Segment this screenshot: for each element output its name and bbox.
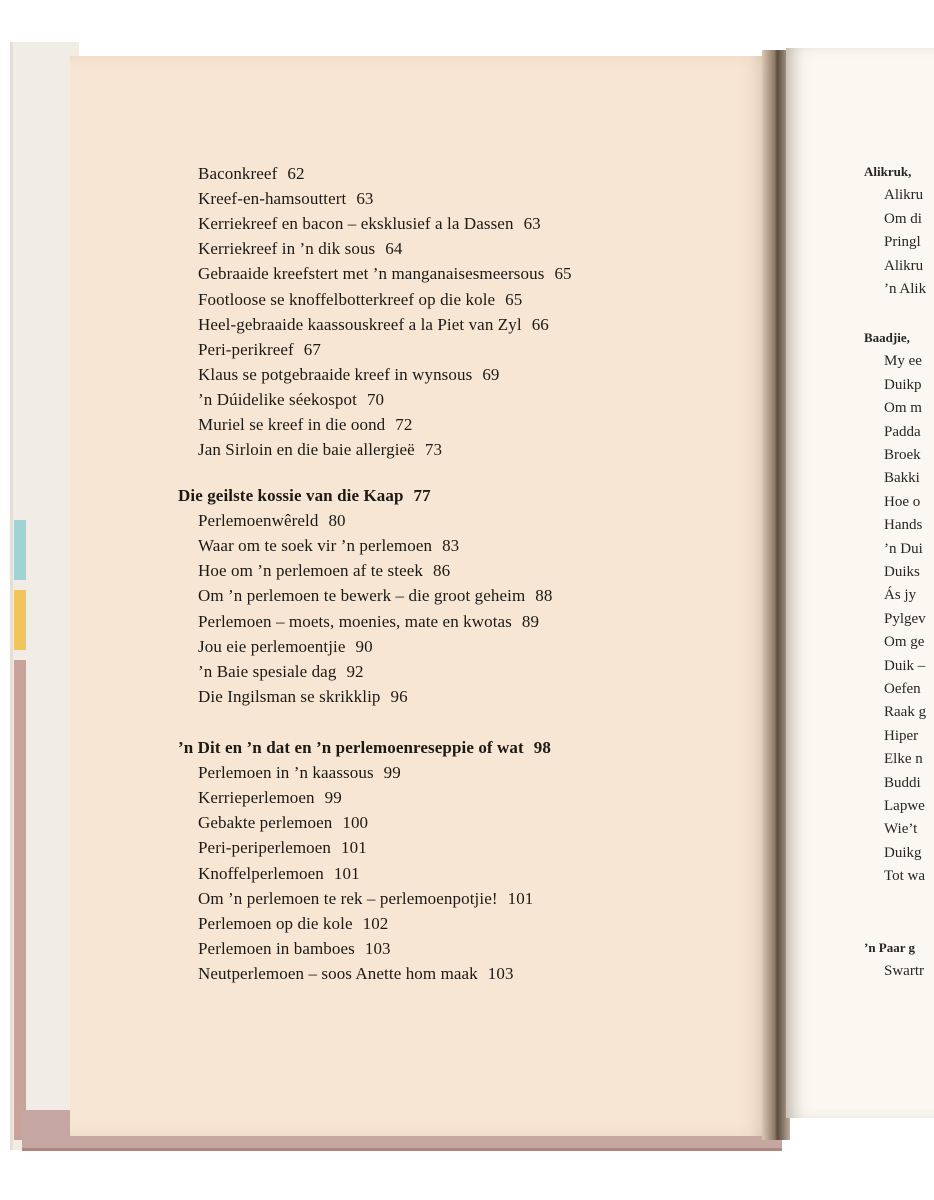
toc-entry-title: Muriel se kreef in die oond — [198, 415, 386, 434]
toc-page-number: 99 — [324, 788, 342, 808]
toc-section-heading: Baadjie, — [864, 330, 910, 345]
toc-entry-title: Heel-gebraaide kaassouskreef a la Piet van Zyl — [198, 314, 522, 334]
toc-entry — [198, 214, 541, 234]
toc-page-number: 98 — [533, 738, 551, 757]
toc-entry — [198, 662, 364, 682]
toc-entry-title: Kerrieperlemoen — [198, 788, 315, 808]
toc-page-number: 103 — [487, 963, 514, 983]
toc-page-number: 86 — [432, 561, 451, 581]
toc-entry-title: Hoe om ’n perlemoen af te steek — [198, 561, 423, 581]
cover-color-strip — [14, 660, 26, 1140]
toc-page-number: 101 — [507, 888, 534, 908]
toc-entry-title: Neutperlemoen – soos Anette hom maak — [198, 963, 478, 983]
toc-page-number: 83 — [442, 536, 460, 556]
toc-entry — [198, 612, 539, 632]
toc-entry — [198, 914, 388, 934]
toc-entry: Hands — [884, 517, 923, 534]
toc-entry: ’n Alik — [884, 281, 927, 297]
toc-page-number: 90 — [355, 636, 373, 656]
toc-entry — [198, 939, 391, 959]
toc-page-number: 66 — [531, 314, 549, 334]
toc-page-number: 69 — [482, 364, 500, 384]
toc-entry-title: Om ’n perlemoen te rek – perlemoenpotjie! — [198, 888, 498, 908]
toc-entry-title: Kerriekreef in ’n dik sous — [198, 239, 376, 259]
toc-page-number: 80 — [328, 511, 346, 531]
toc-entry — [198, 864, 360, 884]
toc-entry: Hiper — [884, 727, 919, 744]
toc-page-number: 88 — [535, 586, 553, 606]
toc-entry: Padda — [884, 423, 921, 440]
toc-entry-title: Kreef-en-hamsouttert — [198, 189, 347, 209]
toc-entry-title: Perlemoen op die kole — [198, 913, 353, 933]
toc-entry-title: ’n Dúidelike séekospot — [198, 389, 357, 409]
toc-entry — [198, 637, 373, 657]
toc-section-heading: Alikruk, — [864, 164, 912, 179]
toc-entry — [198, 964, 514, 984]
toc-entry — [198, 340, 321, 360]
toc-page-number: 64 — [385, 239, 403, 259]
toc-page-number: 65 — [505, 289, 523, 309]
toc-entry — [198, 536, 459, 556]
toc-entry: Duiks — [884, 564, 920, 580]
toc-entry: Om ge — [884, 634, 925, 651]
toc-entry-title: Jou eie perlemoentjie — [198, 636, 346, 656]
toc-entry-title: Perlemoen in ’n kaassous — [198, 763, 374, 783]
toc-entry: Broek — [884, 447, 921, 463]
toc-entry-title: Perlemoen in bamboes — [198, 938, 355, 958]
toc-entry: Oefen — [884, 681, 921, 697]
toc-entry — [198, 687, 408, 707]
toc-page-number: 67 — [303, 339, 321, 359]
cover-color-strip — [14, 520, 26, 580]
toc-section-heading: ’n Paar g — [864, 940, 916, 955]
toc-page-number: 63 — [356, 189, 374, 209]
toc-entry — [198, 415, 413, 435]
toc-entry-title: Kerriekreef en bacon – eksklusief a la Dassen — [198, 214, 514, 234]
toc-entry-title: Peri-periperlemoen — [198, 838, 332, 858]
toc-entry-title: Footloose se knoffelbotterkreef op die kole — [198, 289, 496, 309]
toc-page-number: 65 — [554, 264, 572, 284]
toc-entry — [198, 586, 553, 606]
toc-page-number: 102 — [362, 913, 389, 933]
toc-section-heading — [178, 738, 551, 758]
toc-entry: Swartr — [884, 963, 924, 980]
toc-entry-title: Waar om te soek vir ’n perlemoen — [198, 536, 433, 556]
toc-entry: Duikg — [884, 844, 922, 861]
toc-page-number: 70 — [366, 389, 385, 409]
toc-entry-title: Baconkreef — [198, 164, 278, 183]
toc-entry — [198, 440, 442, 460]
toc-entry: Ás jy — [884, 587, 917, 604]
toc-entry-title: Die geilste kossie van die Kaap — [178, 486, 404, 505]
toc-entry — [198, 763, 401, 783]
toc-entry: Om di — [884, 210, 922, 227]
left-page — [70, 56, 770, 1136]
toc-entry: Bakki — [884, 470, 920, 487]
toc-page-number: 99 — [383, 763, 401, 783]
toc-page-number: 63 — [523, 214, 541, 234]
toc-page-number: 96 — [390, 686, 408, 706]
toc-section-heading — [178, 486, 431, 506]
toc-entry-title: Knoffelperlemoen — [198, 863, 324, 883]
toc-entry — [198, 838, 367, 858]
toc-entry-title: Klaus se potgebraaide kreef in wynsous — [198, 364, 473, 384]
toc-entry-title: Gebakte perlemoen — [198, 813, 333, 833]
toc-entry — [198, 511, 346, 531]
right-page — [786, 48, 934, 1118]
toc-entry: Tot wa — [884, 868, 926, 885]
toc-entry-title: Perlemoenwêreld — [198, 511, 319, 531]
toc-page-number: 72 — [395, 415, 413, 434]
toc-entry — [198, 315, 549, 335]
toc-page-number: 89 — [521, 611, 540, 631]
toc-page-number: 73 — [424, 440, 443, 460]
toc-entry: ’n Dui — [884, 540, 923, 557]
toc-entry-title: Om ’n perlemoen te bewerk – die groot geheim — [198, 586, 526, 606]
toc-entry: Pringl — [884, 234, 921, 251]
toc-page-number: 101 — [341, 838, 367, 858]
toc-entry: Duik – — [884, 657, 926, 674]
toc-entry — [198, 365, 500, 385]
toc-entry — [198, 813, 368, 833]
toc-entry: Hoe o — [884, 493, 921, 510]
toc-entry-title: Perlemoen – moets, moenies, mate en kwotas — [198, 611, 512, 631]
toc-entry: Duikp — [884, 376, 922, 393]
toc-entry — [198, 264, 572, 284]
toc-entry: Pylgev — [884, 610, 926, 627]
toc-entry: My ee — [884, 353, 922, 370]
toc-entry-title: Jan Sirloin en die baie allergieë — [198, 440, 415, 460]
toc-entry: Lapwe — [884, 798, 925, 814]
toc-entry: Wie’t — [884, 821, 918, 838]
toc-entry — [198, 561, 450, 581]
toc-page-number: 101 — [333, 863, 360, 883]
toc-page-number: 77 — [413, 486, 431, 505]
toc-entry — [198, 390, 384, 410]
toc-entry — [198, 189, 374, 209]
toc-page-number: 92 — [346, 661, 364, 681]
toc-entry: Raak g — [884, 704, 927, 721]
toc-entry-title: ’n Baie spesiale dag — [198, 661, 337, 681]
toc-entry — [198, 889, 533, 909]
toc-page-number: 100 — [342, 813, 369, 833]
toc-entry — [198, 164, 305, 184]
toc-entry-title: Peri-perikreef — [198, 339, 294, 359]
toc-entry: Alikru — [884, 257, 924, 274]
toc-page-number: 103 — [364, 938, 391, 958]
toc-entry-title: Gebraaide kreefstert met ’n manganaisesmeersous — [198, 264, 545, 284]
toc-entry-title: Die Ingilsman se skrikklip — [198, 686, 381, 706]
toc-entry — [198, 290, 522, 310]
toc-entry: Buddi — [884, 774, 921, 791]
cover-color-strip — [14, 590, 26, 650]
toc-entry-title: ’n Dit en ’n dat en ’n perlemoenreseppie of wat — [178, 738, 524, 757]
toc-entry: Om m — [884, 400, 922, 417]
toc-entry: Elke n — [884, 751, 923, 768]
toc-entry — [198, 239, 402, 259]
toc-page-number: 62 — [287, 164, 305, 183]
toc-entry — [198, 788, 342, 808]
toc-entry: Alikru — [884, 187, 924, 204]
